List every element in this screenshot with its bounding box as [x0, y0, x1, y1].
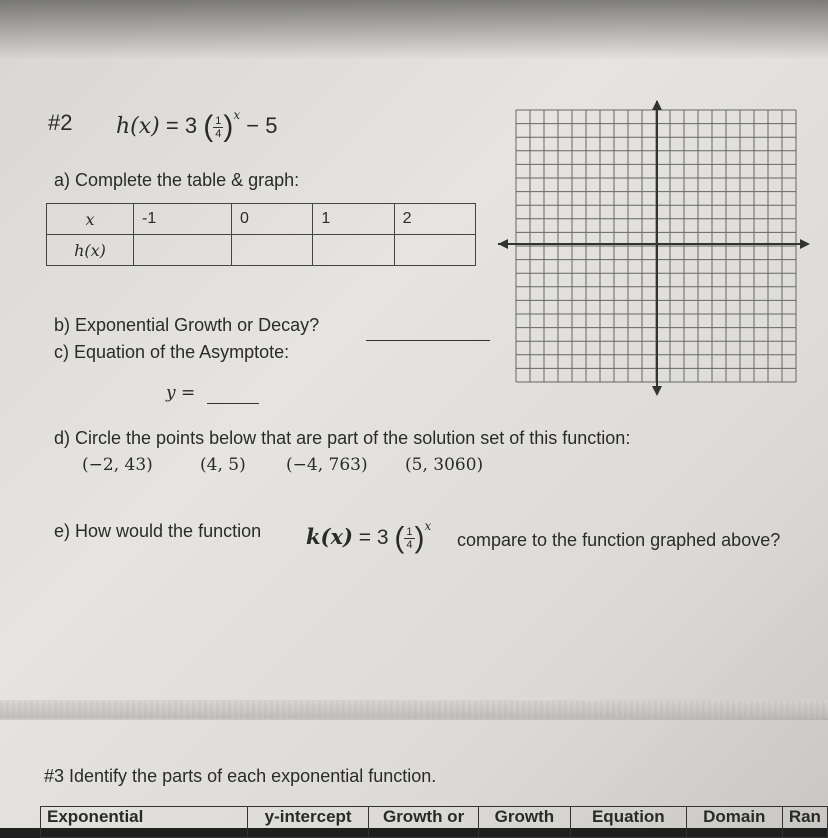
- asymptote-prefix: y =: [166, 383, 196, 403]
- x-axis-arrow-right: [800, 239, 810, 249]
- table-cell-h-input[interactable]: [394, 235, 475, 266]
- table-cell-h-input[interactable]: [134, 235, 232, 266]
- column-header: Ran: [782, 807, 827, 838]
- column-header: Exponential: [41, 807, 248, 838]
- problem-number: #2: [48, 110, 73, 135]
- table-cell-x: 2: [394, 204, 475, 235]
- part-b-prompt: b) Exponential Growth or Decay?: [54, 315, 320, 335]
- function-constant: − 5: [246, 113, 278, 138]
- part-a-prompt: a) Complete the table & graph:: [54, 170, 300, 190]
- column-header: Growth or: [369, 807, 478, 838]
- part-e-prompt-continued: compare to the function graphed above?: [457, 530, 781, 550]
- bottom-shadow: [0, 700, 828, 720]
- function-base: $\frac{1}{4}$: [215, 114, 222, 140]
- k-function-definition: k(x) = 3 ( $\frac{1}{4}$ )$^x$: [306, 519, 432, 555]
- function-definition: h(x) = 3 ( $\frac{1}{4}$ )$^x$ − 5: [116, 108, 278, 144]
- point-option[interactable]: (−2, 43): [82, 455, 153, 475]
- table-row-label-x: x: [47, 204, 134, 235]
- column-header: Equation: [570, 807, 686, 838]
- y-axis-arrow-up: [652, 100, 662, 110]
- coordinate-grid-svg: [496, 98, 812, 398]
- part-b-answer-blank[interactable]: [366, 340, 490, 341]
- part-d-prompt: d) Circle the points below that are part of the solution set of this function:: [54, 428, 631, 448]
- column-header: y-intercept: [247, 807, 368, 838]
- point-option[interactable]: (4, 5): [200, 455, 246, 475]
- asymptote-answer-blank[interactable]: [207, 403, 259, 404]
- part-c-prompt: c) Equation of the Asymptote:: [54, 342, 290, 362]
- table-cell-x: 0: [232, 204, 313, 235]
- problem-3-table: [40, 806, 828, 838]
- k-function-exponent: x: [424, 519, 432, 533]
- function-exponent: x: [233, 108, 241, 122]
- point-option[interactable]: (5, 3060): [405, 455, 484, 475]
- problem-3-title: #3 Identify the parts of each exponential function.: [44, 766, 437, 786]
- top-shadow: [0, 0, 828, 60]
- table-row-x: [47, 204, 476, 235]
- k-function-name: k(x): [306, 524, 353, 549]
- table-cell-x: -1: [134, 204, 232, 235]
- part-e-prompt: e) How would the function: [54, 521, 262, 541]
- point-option[interactable]: (−4, 763): [286, 455, 368, 475]
- values-table: [46, 203, 476, 266]
- k-function-base: $\frac{1}{4}$: [406, 525, 413, 551]
- table-cell-h-input[interactable]: [313, 235, 394, 266]
- column-header: Domain: [686, 807, 782, 838]
- x-axis-arrow-left: [498, 239, 508, 249]
- table-row-label-h: h(x): [47, 235, 134, 266]
- coordinate-grid[interactable]: [496, 98, 812, 398]
- table-cell-x: 1: [313, 204, 394, 235]
- table-row-h: [47, 235, 476, 266]
- problem-3-header-row: [41, 807, 828, 838]
- function-name: h(x): [116, 114, 160, 139]
- column-header: Growth: [478, 807, 570, 838]
- table-cell-h-input[interactable]: [232, 235, 313, 266]
- k-function-coefficient: = 3: [358, 526, 389, 549]
- y-axis-arrow-down: [652, 386, 662, 396]
- function-coefficient: = 3: [165, 113, 198, 138]
